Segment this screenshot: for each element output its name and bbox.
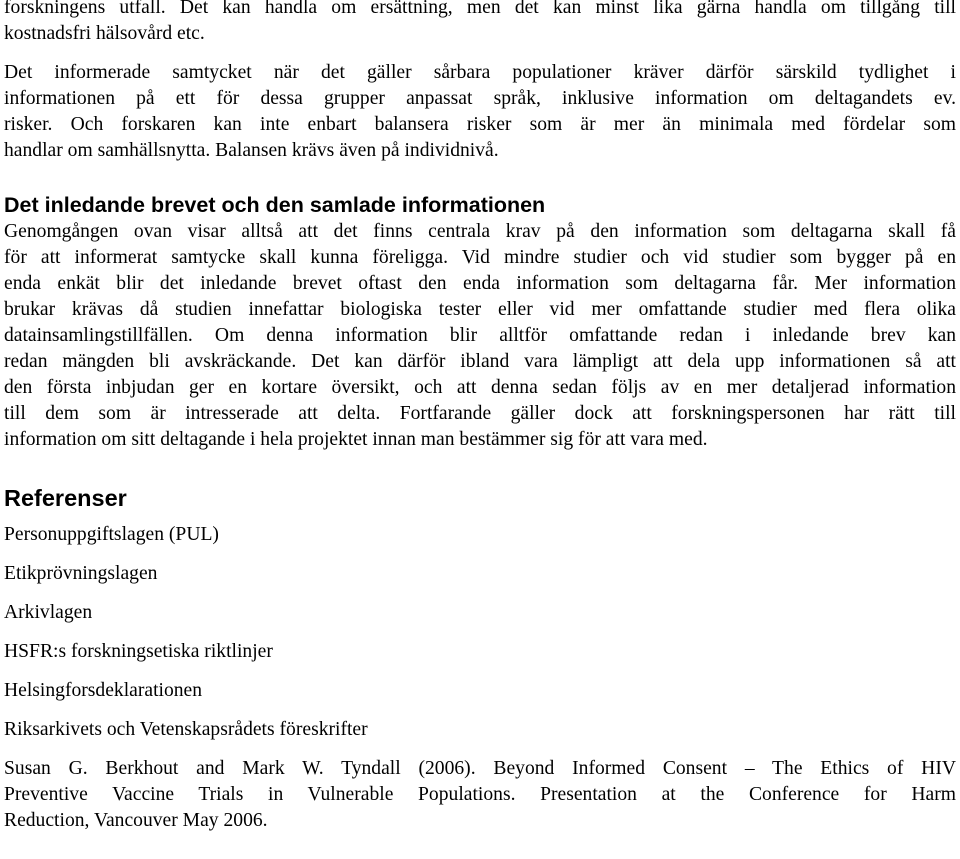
text-line: forskningens utfall. Det kan handla om ersättning, men det kan minst lika gärna handla om tillgång till	[4, 0, 956, 18]
intro-paragraph-2	[4, 60, 956, 164]
section-heading: Det inledande brevet och den samlade informationen	[4, 193, 546, 217]
references-heading: Referenser	[4, 485, 127, 511]
reference-item: Arkivlagen	[4, 602, 93, 623]
intro-paragraph-1	[4, 0, 956, 47]
reference-item: Riksarkivets och Vetenskapsrådets föreskrifter	[4, 719, 368, 740]
text-line: brukar krävas då studien innefattar biologiska tester eller vid mer omfattande studier med flera olika	[4, 299, 956, 320]
text-line: informationen på ett för dessa grupper anpassat språk, inklusive information om deltagandets ev.	[4, 88, 956, 109]
text-line: Susan G. Berkhout and Mark W. Tyndall (2006). Beyond Informed Consent – The Ethics of HIV	[4, 758, 956, 779]
references-list	[4, 522, 956, 834]
text-line: kostnadsfri hälsovård etc.	[4, 23, 205, 44]
reference-item: HSFR:s forskningsetiska riktlinjer	[4, 641, 273, 662]
text-line: Genomgången ovan visar alltså att det finns centrala krav på den information som deltagarna skall få	[4, 221, 956, 242]
text-line: för att informerat samtycke skall kunna föreligga. Vid mindre studier och vid studier som bygger på en	[4, 247, 956, 268]
text-line: Preventive Vaccine Trials in Vulnerable Populations. Presentation at the Conference for Harm	[4, 784, 956, 805]
text-line: handlar om samhällsnytta. Balansen krävs även på individnivå.	[4, 140, 499, 161]
text-line: datainsamlingstillfällen. Om denna information blir alltför omfattande redan i inledande brev kan	[4, 325, 956, 346]
text-line: enda enkät blir det inledande brevet oftast den enda information som deltagarna får. Mer information	[4, 273, 956, 294]
document-page	[4, 0, 956, 847]
reference-item: Helsingforsdeklarationen	[4, 680, 203, 701]
text-line: till dem som är intresserade att delta. Fortfarande gäller dock att forskningspersonen har rätt till	[4, 403, 956, 424]
section-paragraph	[4, 219, 956, 453]
text-line: den första inbjudan ger en kortare översikt, och att denna sedan följs av en mer detaljerad information	[4, 377, 956, 398]
reference-item: Personuppgiftslagen (PUL)	[4, 524, 219, 545]
text-line: Det informerade samtycket när det gäller sårbara populationer kräver därför särskild tydlighet i	[4, 62, 956, 83]
reference-item	[4, 756, 956, 834]
text-line: Reduction, Vancouver May 2006.	[4, 810, 268, 831]
text-line: information om sitt deltagande i hela projektet innan man bestämmer sig för att vara med.	[4, 429, 708, 450]
text-line: risker. Och forskaren kan inte enbart balansera risker som är mer än minimala med fördelar som	[4, 114, 956, 135]
reference-item: Etikprövningslagen	[4, 563, 158, 584]
text-line: redan mängden bli avskräckande. Det kan därför ibland vara lämpligt att dela upp informationen så att	[4, 351, 956, 372]
